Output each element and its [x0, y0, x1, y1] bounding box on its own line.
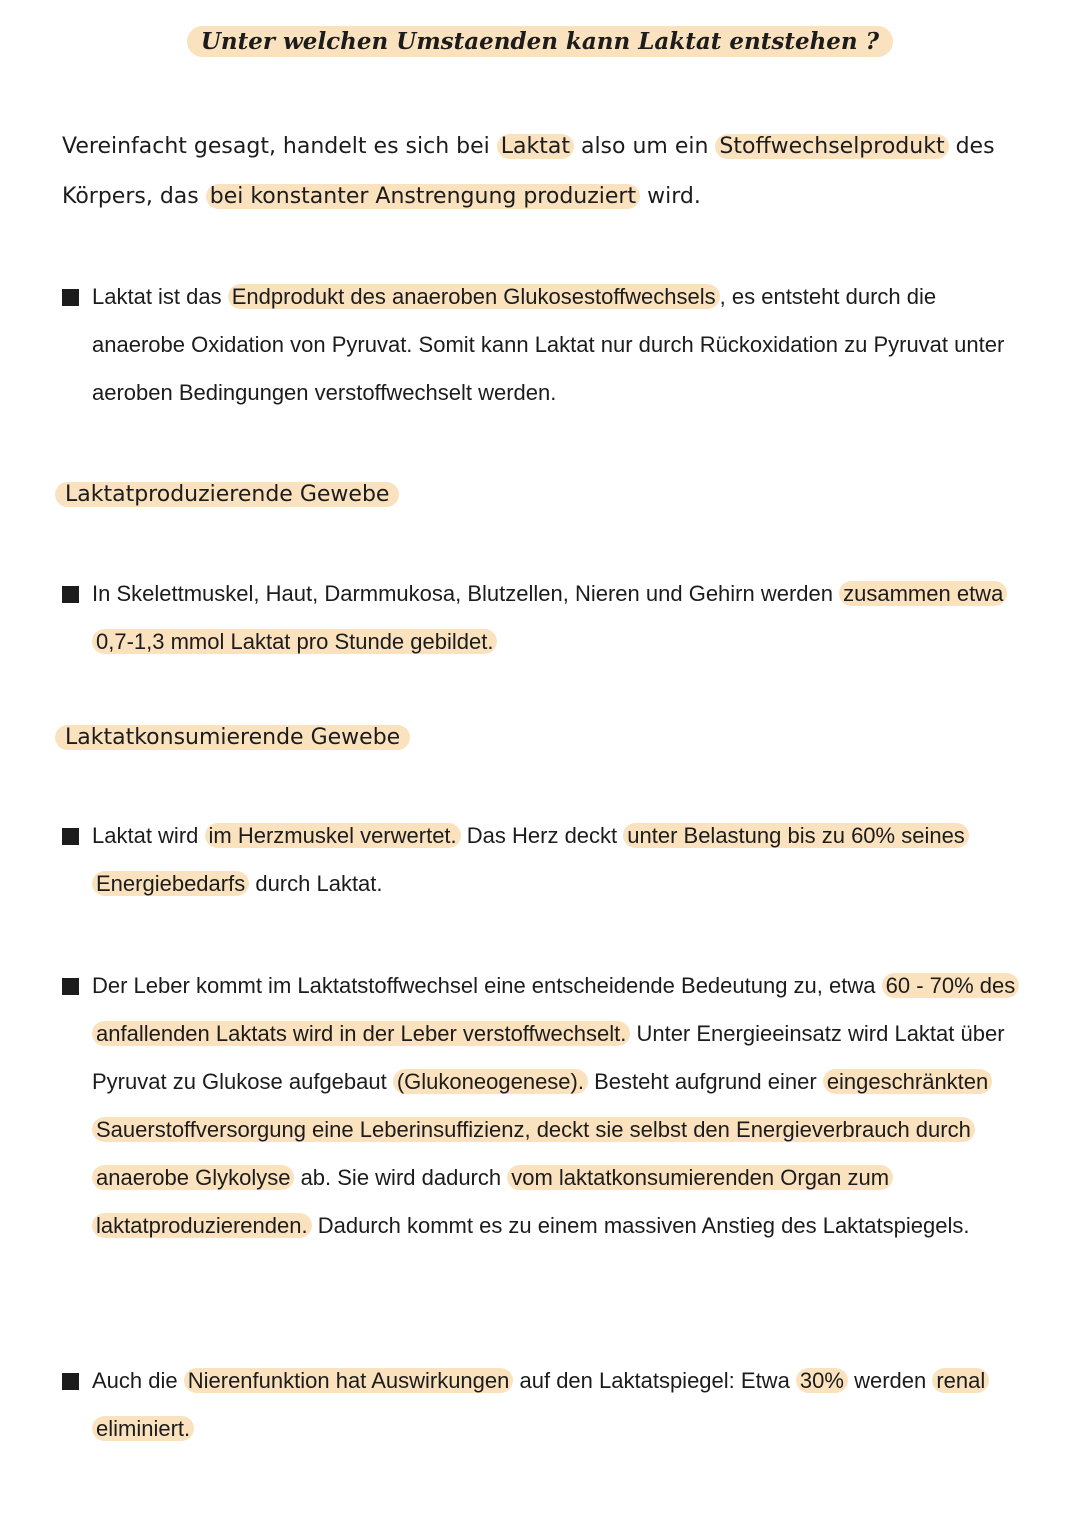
bullet-square-icon — [62, 1373, 79, 1390]
page-title: Unter welchen Umstaenden kann Laktat entstehen ? — [0, 22, 1080, 62]
bullet-producing-tissues: In Skelettmuskel, Haut, Darmmukosa, Blutzellen, Nieren und Gehirn werden zusammen etwa 0,7-1,3 mmol Laktat pro Stunde gebildet. — [62, 570, 1022, 666]
bullet-square-icon — [62, 978, 79, 995]
bullet-square-icon — [62, 586, 79, 603]
bullet-endprodukt: Laktat ist das Endprodukt des anaeroben Glukosestoffwechsels , es entsteht durch die anaerobe Oxidation von Pyruvat. Somit kann Laktat nur durch Rückoxidation zu Pyruvat unter aeroben Bedingungen verstoffwechselt werden. — [62, 273, 1022, 417]
section-heading-consuming: Laktatkonsumierende Gewebe — [55, 720, 410, 756]
bullet-square-icon — [62, 828, 79, 845]
bullet-heart: Laktat wird im Herzmuskel verwertet. Das Herz deckt unter Belastung bis zu 60% seines Energiebedarfs durch Laktat. — [62, 812, 1022, 908]
bullet-square-icon — [62, 289, 79, 306]
bullet-liver: Der Leber kommt im Laktatstoffwechsel eine entscheidende Bedeutung zu, etwa 60 - 70% des anfallenden Laktats wird in der Leber verstoffwechselt. Unter Energieeinsatz wird Laktat über Pyruvat zu Glukose aufgebaut (Glukoneogenese). Besteht aufgrund einer eingeschränkten Sauerstoffversorgung eine Leberinsuffizienz, deckt sie selbst den Energieverbrauch durch anaerobe Glykolyse ab. Sie wird dadurch vom laktatkonsumierenden Organ zum laktatproduzierenden. Dadurch kommt es zu einem massiven Anstieg des Laktatspiegels. — [62, 962, 1022, 1250]
intro-paragraph: Vereinfacht gesagt, handelt es sich bei Laktat also um ein Stoffwechselprodukt des Körpers, das bei konstanter Anstrengung produziert wird. — [62, 134, 995, 209]
bullet-kidney: Auch die Nierenfunktion hat Auswirkungen auf den Laktatspiegel: Etwa 30% werden renal eliminiert. — [62, 1357, 1022, 1453]
section-heading-producing: Laktatproduzierende Gewebe — [55, 477, 399, 513]
